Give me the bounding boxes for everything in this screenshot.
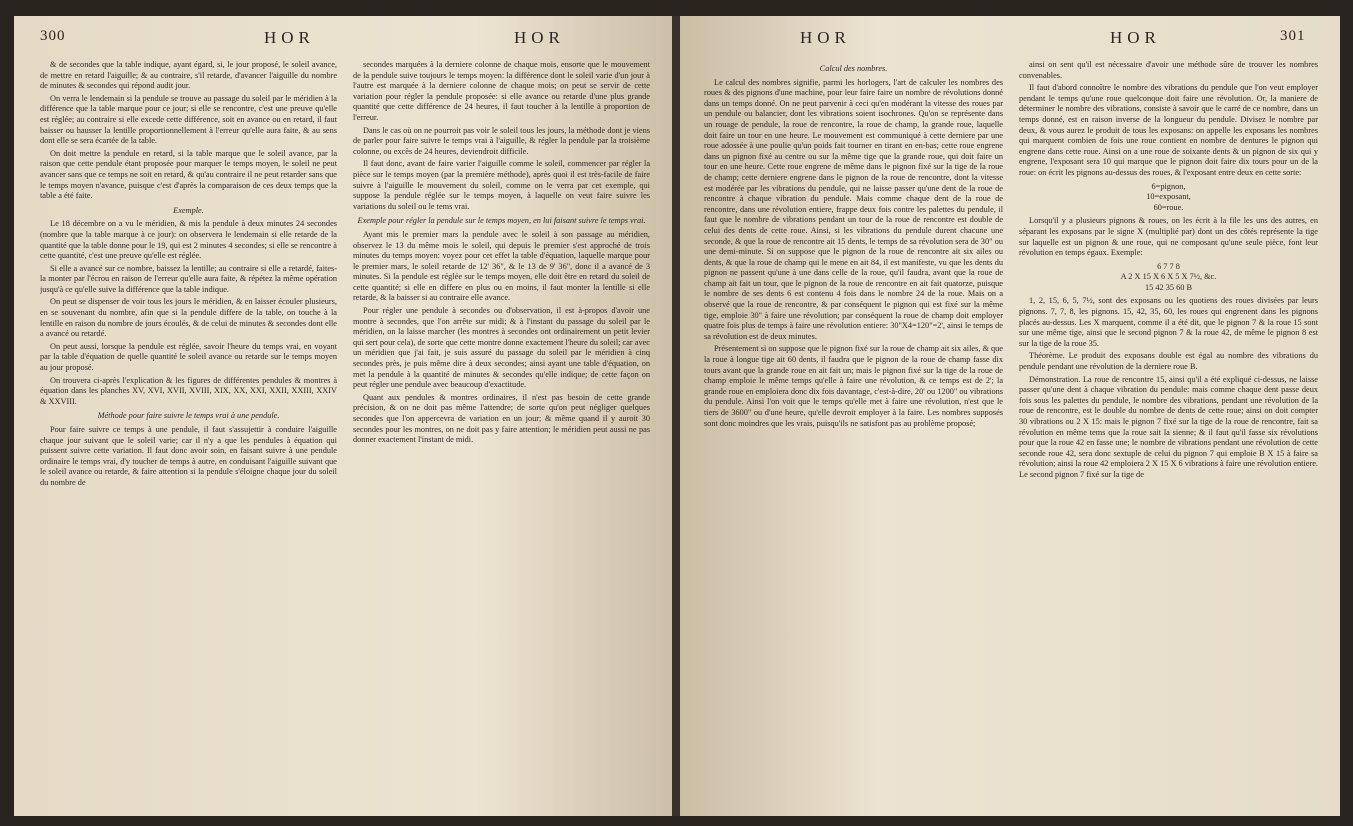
paragraph: Dans le cas où on ne pourroit pas voir le soleil tous les jours, la méthode dont je viens de parler pour faire suivre le temps vrai à l'aiguille, & régler la pendule par la troisième colonne, ou excès de 24 heures, deviendroit difficile. — [353, 125, 650, 156]
paragraph: Ayant mis le premier mars la pendule avec le soleil à son passage au méridien, observez le 13 du même mois le soleil, qui depuis le premier s'est approché de trois minutes du temps moyen: voyez pour cet effet la table d'équation, laquelle marque pour le premier mars, le soleil retarde de 12' 36", & le 13 de 9' 36", donc il a avancé de 3 minutes. Si la pendule est réglée sur le temps moyen, elle doit être en retard du soleil de cette quantité; si elle en differe en plus ou en moins, il faut monter la lentille si elle retarde, & la baisser si au contraire elle avance. — [353, 229, 650, 303]
running-head — [680, 28, 1340, 54]
paragraph: Lorsqu'il y a plusieurs pignons & roues, on les écrit à la file les uns des autres, en séparant les exposans par le signe X (multiplié par) dont un des côtés représente la tige sur laquelle est un pignon & une roue, qui ne composant qu'une seule pièce, font leur révolution en temps égaux. Exemple: — [1019, 216, 1318, 258]
paragraph: Présentement si on suppose que le pignon fixé sur la roue de champ ait six ailes, & que la roue à longue tige ait 60 dents, il faudra que le pignon de la roue de champ fasse dix tours avant que la grande roue en ait fait un; mais le pignon fixé sur la tige de la roue de champ emploie le même temps qu'elle à faire une révolution, & ce temps est de 2'; la grande roue en emploiera donc dix fois davantage, c'est-à-dire, 20' ou 1200" ou vibrations du pendule. Ainsi l'on voit que le temps qu'elle met à faire une révolution, n'est que le tiers de 3600" ou d'une heure, qu'elle devroit employer à la faire. Les nombres supposés sont donc moindres que les vrais, puisqu'ils ne satisfont pas au problème proposé; — [704, 344, 1003, 428]
paragraph: Démonstration. La roue de rencontre 15, ainsi qu'il a été expliqué ci-dessus, ne laisse passer qu'une dent à chaque vibration du pendule: mais comme chaque dent passe deux fois sous les palettes du pendule, le nombre des vibrations, pendant une révolution de la roue de rencontre, est le double du nombre de dents de cette roue; ainsi on doit compter 30 vibrations ou 2 X 15: mais le pignon 7 fixé sur la tige de la roue de rencontre, fait sa révolution en même tems que la roue sait la sienne; & il faut qu'il fasse six révolutions pour que la roue 42 en fasse une; le nombre de vibrations pendant une révolution de cette seconde roue 42, sera donc sextuple de celui du pignon 7 qui emploie B X 15 à faire sa révolution; ainsi la roue 42 emploiera 2 X 15 X 6 vibrations à faire une révolution entiere. Le second pignon 7 fixé sur la tige de — [1019, 374, 1318, 479]
fraction-line: 6=pignon, — [1151, 181, 1186, 191]
paragraph: Il faut donc, avant de faire varier l'aiguille comme le soleil, commencer par régler la pièce sur le temps moyen (par la première méthode), après quoi il est très-facile de faire suivre à l'aiguille le mouvement du soleil, comme on le verra par cet exemple, qui suppose la pendule réglée sur le temps moyen, à laquelle on veut faire suivre les variations du soleil ou le tems vrai. — [353, 159, 650, 211]
paragraph: 1, 2, 15, 6, 5, 7½, sont des exposans ou les quotiens des roues divisées par leurs pignons. 7, 7, 8, les pignons. 15, 42, 35, 60, les roues qui engrenent dans les pignons placés au-dessus. Les X marquent, comme il a été dit, que le pignon 7 & la roue 15 sont sur une même tige, ainsi que le second pignon 7 & la roue 42, de même le pignon 8 est sur la tige de la roue 35. — [1019, 296, 1318, 348]
page-number: 300 — [40, 28, 66, 44]
paragraph: Il faut d'abord connoître le nombre des vibrations du pendule que l'on veut employer pendant le temps qu'une roue quelconque doit faire une révolution. Or, la maniere de déterminer le nombre des vibrations, consiste à savoir que le carré de ce nombre, dans un temps donné, est en raison inverse de la longueur du pendule. Divisez le nombre par deux, & vous aurez le produit de tous les exposans: on appelle les exposans les nombres qui marquent combien de fois une roue contient en nombre de dentures le pignon qui engrene dans cette roue. Ainsi on a une roue de soixante dents & un pignon de six qui y engrene, l'exposant sera 10 qui marque que le pignon doit faire dix tours pour un de la roue: on écrit les pignons au-dessus des roues, & l'exposant entre deux en cette sorte: — [1019, 83, 1318, 177]
paragraph: Pour régler une pendule à secondes ou d'observation, il est à-propos d'avoir une montre à secondes, que l'on arrête sur midi; & à l'instant du passage du soleil par le méridien, on la laisse marcher (les montres à secondes ont ordinairement un petit levier qui sert pour cela), de sorte que cette montre donne exactement l'heure du soleil; car avec un méridien que j'ai fait, je suis assuré du passage du soleil par le méridien à cinq secondes près, je puis même dire à deux secondes; ainsi ayant une table d'équation, on met la pendule à la quantité de minutes & secondes qu'elle indique; de cette façon on peut régler une pendule avec beaucoup d'exactitude. — [353, 306, 650, 390]
paragraph: & de secondes que la table indique, ayant égard, si, le jour proposé, le soleil avance, de mettre en retard l'aiguille; & au contraire, s'il retarde, d'avancer l'aiguille du nombre de minutes & secondes qui répond audit jour. — [40, 60, 337, 91]
paragraph: Le calcul des nombres signifie, parmi les horlogers, l'art de calculer les nombres des roues & des pignons d'une machine, pour leur faire faire un nombre de révolutions donné dans un temps donné. On ne peut parvenir à ceci qu'en modérant la vitesse des roues par un pendule ou balancier, dont les vibrations soient isochrones. Qu'on se représente dans un rouage de pendule, la roue de rencontre, la roue de champ, la grande roue, laquelle doit faire un tour en une heure. Le mouvement est communiqué à cette derniere par une roue adossée à une poulie qu'un poids fait tourner en tirant en en-bas; cette roue engrene dans un pignon fixé au centre ou sur la même tige que la grande roue, qui doit faire un tour en une heure. Cette roue engrene de même dans le pignon fixé sur la tige de la roue de champ; cette derniere engrene dans le pignon de la roue de rencontre, dont la vitesse est modérée par les vibrations du pendule, qui ne laisse passer qu'une dent de la roue de rencontre à chaque vibration du pendule. Mais comme chaque dent de la roue de rencontre, dans une révolution entiere, frappe deux fois contre les palettes du pendule, il faut que le nombre de vibrations pendant un tour de la roue de rencontre est double de celui des dents de cette roue. Ainsi, si les vibrations du pendule durent chacune une seconde, & que la roue de rencontre ait 15 dents, le temps de sa révolution sera de 30" ou une demi-minute. Si on suppose que le pignon de la roue de rencontre ait six ailes ou dents, & que la roue de champ qui le mene en ait 84, il est manifeste, vu que les dents du pignon ne passent qu'une à une dans celle de la roue, qu'il faudra, avant que la roue de champ ait fait un tour, que le pignon de la roue de rencontre en ait fait quatorze, puisque le nombre de ses dents 6 est contenu 4 fois dans le nombre 24 de la roue. Mais on a observé que la roue de rencontre, & par conséquent le pignon qui est fixé sur la même tige, emploie 30" à faire une révolution; par conséquent la roue de champ doit employer quatre fois plus de temps à faire une révolution entiere: 30"X4=120"=2', ainsi le temps de sa révolution est de deux minutes. — [704, 77, 1003, 341]
paragraph: On peut se dispenser de voir tous les jours le méridien, & en laisser écouler plusieurs, en se souvenant du nombre, afin que si la pendule differe de la table, on touche à la lentille en raison du nombre de jours écoulés, & de celui de minutes & secondes dont elle a avancé ou retardé. — [40, 297, 337, 339]
gear-train-formula — [1019, 262, 1318, 294]
paragraph: On peut aussi, lorsque la pendule est réglée, savoir l'heure du temps vrai, en voyant par la table d'équation de quelle quantité le soleil avance ou retarde sur le temps moyen au jour proposé. — [40, 341, 337, 373]
formula-exponents: A 2 X 15 X 6 X 5 X 7½, &c. — [1120, 272, 1217, 282]
column-right — [1019, 60, 1318, 800]
paragraph: On verra le lendemain si la pendule se trouve au passage du soleil par le méridien à la différence que la table marque pour ce jour; si elle se rencontre, c'est une preuve qu'elle est réglée; au contraire si elle excede cette différence, soit en avance ou en retard, il faut baisser ou hausser la lentille proportionnellement à l'erreur qu'elle aura faite, & au sens dont elle se sera écartée de la table. — [40, 93, 337, 146]
paragraph: Le 18 décembre on a vu le méridien, & mis la pendule à deux minutes 24 secondes (nombre que la table marque à ce jour): on observera le lendemain si elle retarde de la quantité que la table donne pour le 19, qui est 2 minutes 4 secondes; si elle se rencontre à cette quantité, c'est une preuve qu'elle est réglée. — [40, 219, 337, 261]
running-head — [14, 28, 674, 54]
paragraph: Si elle a avancé sur ce nombre, baissez la lentille; au contraire si elle a retardé, faites-la monter par l'écrou en raison de l'erreur qu'elle aura faite, & répétez la même opération jusqu'à ce qu'elle suive la différence que la table indique. — [40, 263, 337, 294]
formula-pinions: 6 7 7 8 — [1157, 261, 1180, 271]
paragraph: Pour faire suivre ce temps à une pendule, il faut s'assujettir à conduire l'aiguille chaque jour suivant que le soleil varie; car il n'y a que les pendules à équation qui puissent suivre cette variation. Il faut donc avoir soin, en faisant suivre à une pendule ordinaire le temps vrai, d'y toucher de temps à autre, en conduisant l'aiguille suivant que le soleil avance ou retarde, & faire attention si la pendule s'éloigne chaque jour du soleil du nombre de — [40, 425, 337, 487]
running-title: HOR — [514, 28, 565, 47]
paragraph: secondes marquées à la derniere colonne de chaque mois, ensorte que le mouvement de la pendule suive toujours le temps moyen: la différence dont le soleil varie d'un jour à l'autre est marquée à la derniere colonne de chaque mois; on peut se servir de cette variation pour régler la pendule proposée: si elle avance ou retarde d'une plus grande quantité que cette différence de 24 heures, il faut toucher à la lentille à proportion de l'erreur. — [353, 60, 650, 122]
section-heading: Méthode pour faire suivre le temps vrai à une pendule. — [97, 411, 280, 421]
section-heading: Exemple pour régler la pendule sur le temps moyen, en lui faisant suivre le temps vrai. — [357, 216, 646, 226]
section-heading: Calcul des nombres. — [819, 64, 888, 73]
fraction-line: 60=roue. — [1153, 202, 1184, 212]
column-right — [353, 60, 650, 800]
formula-wheels: 15 42 35 60 B — [1144, 282, 1193, 292]
running-title: HOR — [1110, 28, 1161, 47]
right-page — [680, 16, 1340, 816]
paragraph: On doit mettre la pendule en retard, si la table marque que le soleil avance, par la raison que cette pendule étant proposée pour marquer le temps moyen, le soleil ne peut avancer sans que ce temps ne soit en retard, & qu'au contraire il ne peut retarder sans que le temps moyen n'avance, puisque c'est d'après la comparaison de ces deux temps que la table a été faite. — [40, 148, 337, 201]
paragraph: Quant aux pendules & montres ordinaires, il n'est pas besoin de cette grande précision, & on ne doit pas même l'attendre; de sorte qu'on peut négliger quelques secondes que l'on appercevra de variation en un jour; & même quand il y auroit 30 secondes pour les montres, on ne doit pas y faire attention; le méridien peut aussi ne pas donner exactement l'instant de midi. — [353, 392, 650, 445]
column-left — [40, 60, 337, 800]
paragraph: ainsi on sent qu'il est nécessaire d'avoir une méthode sûre de trouver les nombres convenables. — [1019, 60, 1318, 80]
running-title: HOR — [800, 28, 851, 47]
section-heading: Exemple. — [173, 205, 204, 215]
left-page — [14, 16, 674, 816]
book-spread — [14, 16, 1339, 816]
column-left — [704, 60, 1003, 800]
paragraph: Théorème. Le produit des exposans double est égal au nombre des vibrations du pendule pendant une révolution de la derniere roue B. — [1019, 351, 1318, 372]
paragraph: On trouvera ci-après l'explication & les figures de différentes pendules & montres à équation dans les planches XV, XVI, XVII, XVIII, XIX, XX, XXI, XXII, XXIII, XXIV & XXVIII. — [40, 375, 337, 406]
running-title: HOR — [264, 28, 315, 47]
fraction-example — [1019, 182, 1318, 214]
fraction-line: 10=exposant, — [1146, 192, 1191, 202]
page-number: 301 — [1280, 28, 1306, 44]
